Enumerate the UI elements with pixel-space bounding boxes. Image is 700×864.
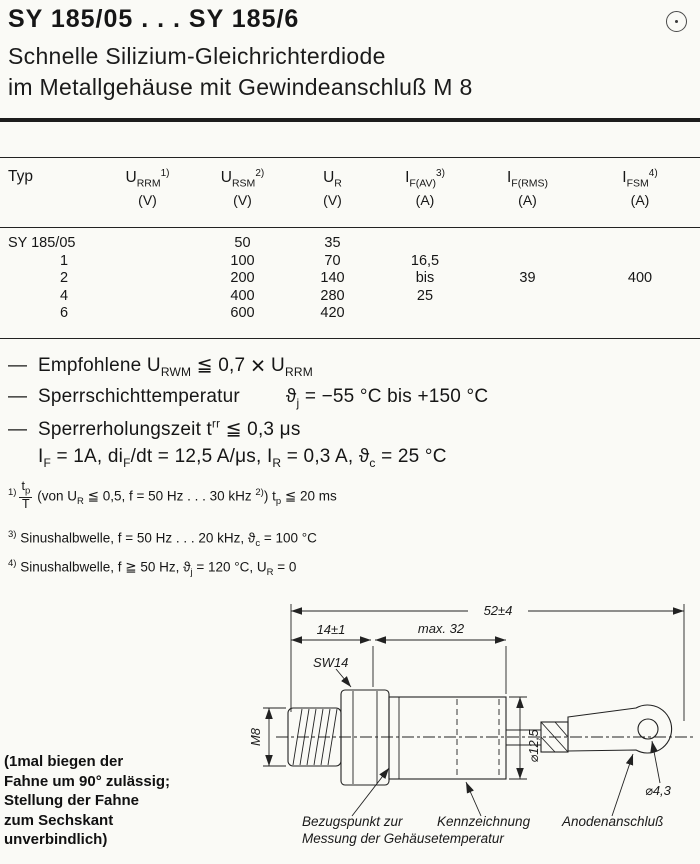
multiply-sign: × — [250, 352, 266, 380]
bend-note: (1mal biegen der Fahne um 90° zulässig; Stellung der Fahne zum Sechskant unverbindlich) — [4, 753, 171, 848]
table-row: 2 200 140 bis 39 400 — [60, 270, 653, 286]
dim-front-label: 14±1 — [316, 622, 346, 637]
anode-connection-label: Anodenanschluß — [562, 814, 664, 829]
subtitle-line-2: im Metallgehäuse mit Gewindeanschluß M 8 — [8, 74, 473, 100]
anode-leader — [612, 754, 633, 816]
circle-dot-icon — [666, 11, 687, 32]
dimension-overall — [291, 604, 684, 721]
dimension-body-diameter — [509, 697, 527, 779]
dim-max-label: max. 32 — [417, 621, 465, 636]
table-row: 1 100 70 16,5 — [60, 252, 440, 269]
note-junction-temperature: — Sperrschichttemperatur $ϑ_j = -55$ °C bis +150 °C — [8, 386, 489, 410]
case-body — [389, 697, 506, 779]
marking-leader — [466, 782, 481, 816]
thread-size-label: M8 — [248, 727, 263, 747]
col-header-typ: Typ — [8, 168, 33, 185]
subtitle — [8, 41, 473, 103]
table-header-row — [0, 158, 700, 228]
wrench-size-leader — [336, 669, 351, 687]
col-header-ifav: $I_{F(AV)}^{3)}$ (A) — [405, 168, 445, 209]
table-row: 4 400 280 25 — [60, 287, 434, 304]
marking-label: Kennzeichnung — [437, 814, 531, 829]
hole-diameter-leader — [652, 741, 660, 783]
page-title: SY 185/05 . . . SY 185/6 — [8, 5, 300, 33]
duty-cycle-fraction: $\frac{t_p}{T}$ — [21, 479, 31, 511]
dim-overall-label: 52±4 — [483, 603, 513, 618]
ratings-table — [0, 157, 700, 339]
footnote-1: $^{1)}$ $\frac{t_p}{T}$ (von $U_R$ ≦ 0,5, f = 50 Hz . . . 30 kHz $^{2)}$) $t_p$ ≦ 20 ms — [8, 479, 337, 511]
table-row: 6 600 420 — [60, 305, 345, 321]
footnote-3: $^{3)}$ Sinushalbwelle, f = 50 Hz . . . 20 kHz, $ϑ_c = 100$ °C — [8, 529, 317, 550]
divider-thick — [0, 118, 700, 122]
table-body — [0, 228, 700, 323]
wrench-size-label: SW14 — [313, 655, 349, 670]
hex-nut — [341, 690, 389, 785]
note-reverse-recovery: — Sperrerholungszeit $t^{rr}$ ≦ 0,3 μs — [8, 418, 301, 440]
circle-dot-center — [675, 20, 678, 23]
col-header-ur: $U_R$ (V) — [323, 169, 342, 209]
solder-tab — [568, 705, 672, 753]
table-row: SY 185/05 50 35 — [8, 235, 341, 251]
col-header-urrm: $U_{RRM}^{1)}$ (V) — [125, 168, 170, 209]
subtitle-line-1: Schnelle Silizium-Gleichrichterdiode — [8, 43, 386, 69]
tab-hole — [638, 719, 658, 739]
reference-point-label-line2: Messung der Gehäusetemperatur — [302, 831, 504, 846]
col-header-ifsm: $I_{FSM}^{4)}$ (A) — [622, 168, 658, 209]
body-diameter-label: ⌀12,5 — [526, 729, 541, 763]
footnote-4: $^{4)}$ Sinushalbwelle, f ≧ 50 Hz, $ϑ_j = 120$ °C, $U_R = 0$ — [8, 558, 297, 579]
reference-point-label-line1: Bezugspunkt zur — [302, 814, 403, 829]
col-header-ursm: $U_{RSM}^{2)}$ (V) — [220, 168, 265, 209]
note-recommended-urwm: — Empfohlene $U_{RWM}$ ≦ $0,7 \times U_{RRM}$ — [8, 352, 313, 380]
hole-diameter-label: ⌀4,3 — [645, 783, 671, 798]
col-header-ifrms: $I_{F(RMS)}$ (A) — [506, 169, 549, 209]
note-test-conditions: $I_F = 1A$, $di_F/dt = 12,5$ A/μs, $I_R = 0,3$ A, $ϑ_c = 25$ °C — [38, 446, 447, 470]
reference-point-leader — [352, 768, 389, 816]
